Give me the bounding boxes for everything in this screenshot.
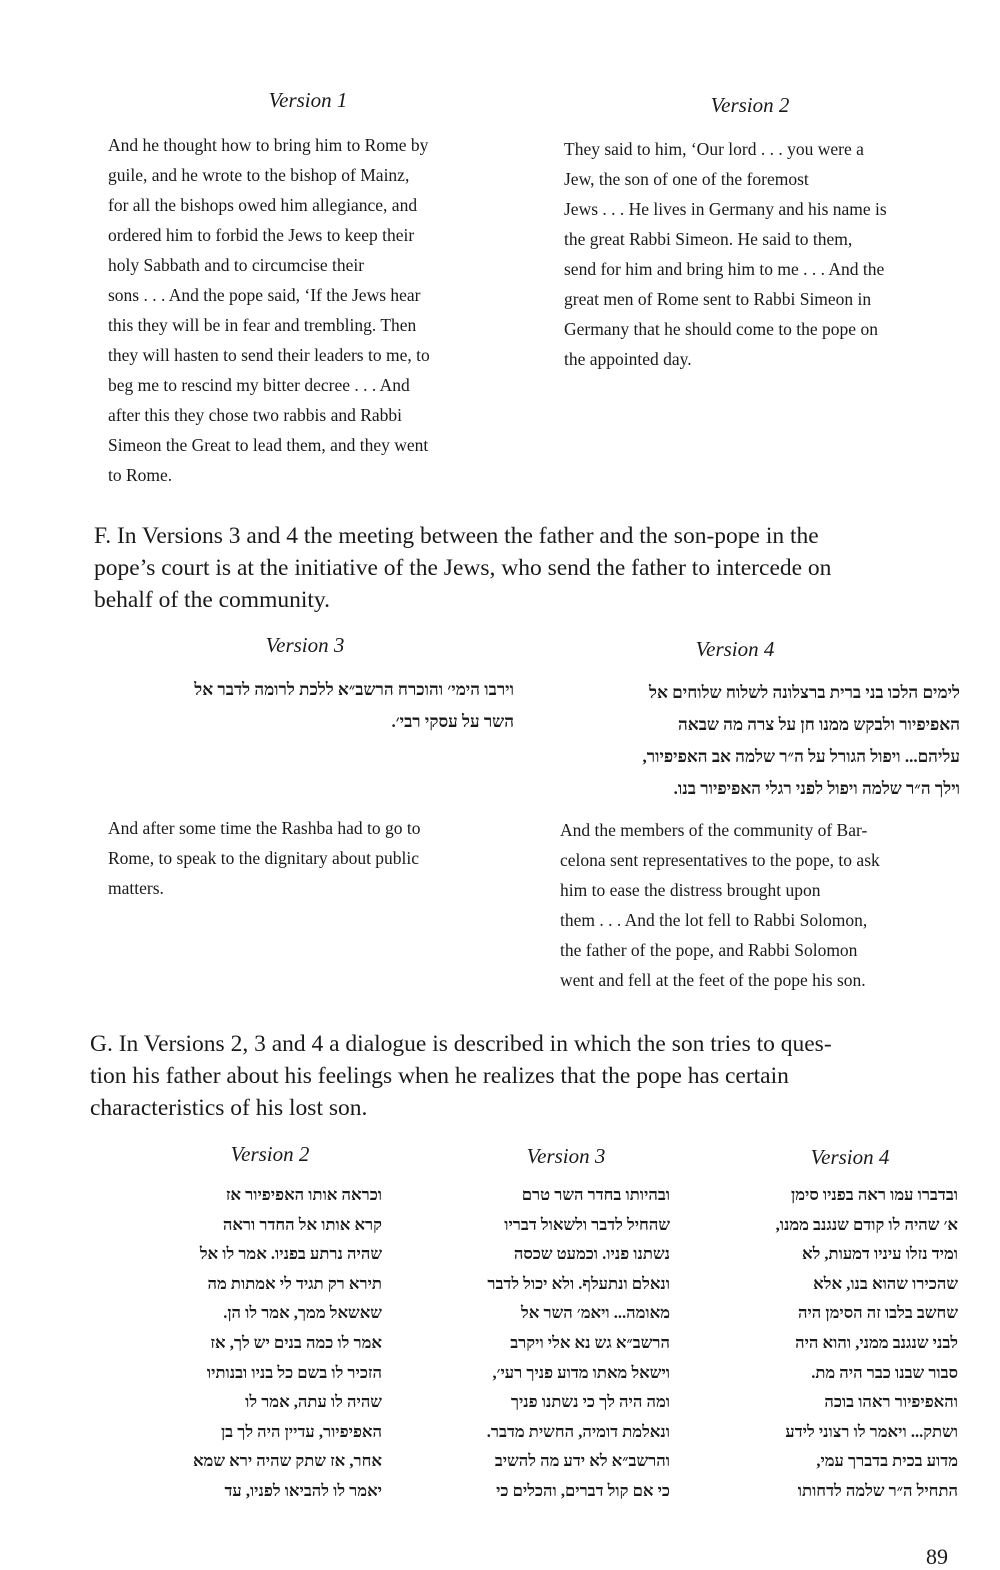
text-line: for all the bishops owed him allegiance, and: [108, 195, 418, 215]
g-version-2-title: Version 2: [230, 1142, 310, 1166]
hebrew-line: ובהיותו בחדר השר טרם: [521, 1185, 670, 1204]
g-version-4-title: Version 4: [810, 1145, 890, 1169]
hebrew-line: וכראה אותו האפיפיור אז: [225, 1185, 382, 1204]
f-version-3-title: Version 3: [265, 633, 345, 657]
text-line: the great Rabbi Simeon. He said to them,: [564, 229, 853, 249]
text-line: the father of the pope, and Rabbi Solomon: [560, 940, 858, 960]
f-version-4-title: Version 4: [695, 637, 775, 661]
text-line: the appointed day.: [564, 349, 692, 369]
f-version-4-hebrew: [540, 677, 960, 805]
hebrew-line: שהיה לו עתה, אמר לו: [245, 1392, 382, 1412]
g-version-3-hebrew: [410, 1180, 670, 1506]
hebrew-line: השר על עסקי רבי׳.: [391, 712, 514, 731]
text-line: him to ease the distress brought upon: [560, 880, 821, 900]
text-line: Jews . . . He lives in Germany and his name is: [564, 199, 887, 219]
hebrew-line: אחר, אז שתק שהיה ירא שמא: [192, 1451, 382, 1471]
hebrew-line: מאומה... ויאמ׳ השר אל: [521, 1303, 670, 1323]
hebrew-line: ושתק... ויאמר לו רצוני לידע: [785, 1421, 958, 1441]
paragraph-line: F. In Versions 3 and 4 the meeting between the father and the son-pope in the: [94, 523, 819, 549]
hebrew-line: כי אם קול דברים, והכלים כי: [496, 1480, 670, 1500]
text-line: celona sent representatives to the pope, to ask: [560, 850, 880, 870]
hebrew-line: ובדברו עמו ראה בפניו סימן: [791, 1185, 958, 1204]
hebrew-line: וירבו הימי׳ והוכרח הרשב״א ללכת לרומה לדבר אל: [194, 680, 514, 699]
hebrew-line: ונאלם ונתעלף. ולא יכול לדבר: [487, 1273, 670, 1293]
section-f-paragraph: [94, 520, 974, 616]
text-line: send for him and bring him to me . . . And the: [564, 259, 885, 279]
hebrew-line: ונאלמת דומיה, החשית מדבר.: [486, 1421, 670, 1441]
text-line: matters.: [108, 878, 164, 898]
hebrew-line: מדוע בכית בדברך עמי,: [816, 1451, 958, 1471]
text-line: Jew, the son of one of the foremost: [564, 169, 809, 189]
text-line: went and fell at the feet of the pope his son.: [560, 970, 866, 990]
paragraph-line: characteristics of his lost son.: [90, 1095, 368, 1121]
text-line: sons . . . And the pope said, ‘If the Jews hear: [108, 285, 421, 305]
hebrew-line: שאשאל ממך, אמר לו הן.: [223, 1303, 382, 1323]
version-2-text: [564, 134, 984, 374]
version-2-title: Version 2: [710, 93, 790, 117]
page-number: 89: [926, 1544, 948, 1569]
hebrew-line: שהחיל לדבר ולשאול דבריו: [504, 1214, 670, 1234]
text-line: ordered him to forbid the Jews to keep their: [108, 225, 415, 245]
text-line: to Rome.: [108, 465, 173, 485]
paragraph-line: tion his father about his feelings when he realizes that the pope has certain: [90, 1063, 789, 1089]
text-line: holy Sabbath and to circumcise their: [108, 255, 365, 275]
hebrew-line: קרא אותו אל החדר וראה: [222, 1214, 382, 1234]
text-line: Germany that he should come to the pope on: [564, 319, 878, 339]
hebrew-line: והאפיפיור ראהו בוכה: [824, 1392, 958, 1412]
text-line: they will hasten to send their leaders to me, to: [108, 345, 430, 365]
hebrew-line: האפיפיור, עדיין היה לך בן: [220, 1421, 382, 1441]
text-line: Simeon the Great to lead them, and they went: [108, 435, 429, 455]
version-1-text: [108, 130, 528, 490]
paragraph-line: pope’s court is at the initiative of the Jews, who send the father to intercede on: [94, 555, 832, 581]
section-g-paragraph: [90, 1028, 970, 1124]
text-line: after this they chose two rabbis and Rabbi: [108, 405, 403, 425]
f-version-3-hebrew: [90, 674, 514, 738]
text-line: And the members of the community of Bar-: [560, 820, 868, 840]
version-1-title: Version 1: [268, 88, 348, 112]
text-line: them . . . And the lot fell to Rabbi Solomon,: [560, 910, 868, 930]
hebrew-line: התחיל ה״ר שלמה לדחותו: [797, 1480, 958, 1500]
paragraph-line: behalf of the community.: [94, 587, 331, 613]
hebrew-line: יאמר לו להביאו לפניו, עד: [224, 1480, 382, 1500]
hebrew-line: שחשב בלבו זה הסימן היה: [797, 1303, 958, 1323]
text-line: Rome, to speak to the dignitary about public: [108, 848, 420, 868]
hebrew-line: תירא רק תגיד לי אמתות מה: [207, 1273, 382, 1293]
g-version-2-hebrew: [120, 1180, 382, 1506]
hebrew-line: ומיד נזלו עיניו דמעות, לא: [801, 1244, 958, 1264]
f-version-3-english: [108, 813, 528, 903]
text-line: And he thought how to bring him to Rome by: [108, 135, 429, 155]
hebrew-line: א׳ שהיה לו קודם שנגנב ממנו,: [775, 1214, 958, 1234]
text-line: beg me to rescind my bitter decree . . . And: [108, 375, 410, 395]
text-line: And after some time the Rashba had to go to: [108, 818, 421, 838]
hebrew-line: הזכיר לו בשם כל בניו ובנותיו: [206, 1362, 382, 1382]
text-line: They said to him, ‘Our lord . . . you were a: [564, 139, 864, 159]
hebrew-line: וישאל מאתו מדוע פניך רעי׳,: [492, 1362, 670, 1382]
hebrew-line: שהכירו שהוא בנו, אלא: [813, 1273, 958, 1293]
hebrew-line: אמר לו כמה בנים יש לך, אז: [210, 1332, 382, 1352]
hebrew-line: הרשב״א גש נא אלי ויקרב: [510, 1332, 670, 1352]
hebrew-line: סבור שבנו כבר היה מת.: [811, 1362, 958, 1382]
hebrew-line: ומה היה לך כי נשתנו פניך: [510, 1392, 670, 1412]
hebrew-line: נשתנו פניו. וכמעט שכסה: [513, 1244, 670, 1264]
text-line: guile, and he wrote to the bishop of Mainz,: [108, 165, 410, 185]
f-version-4-english: [560, 815, 980, 995]
g-version-3-title: Version 3: [526, 1144, 606, 1168]
hebrew-line: לימים הלכו בני ברית ברצלונה לשלוח שלוחים אל: [649, 683, 960, 702]
text-line: great men of Rome sent to Rabbi Simeon in: [564, 289, 872, 309]
paragraph-line: G. In Versions 2, 3 and 4 a dialogue is described in which the son tries to ques-: [90, 1031, 832, 1057]
hebrew-line: שהיה נרתע בפניו. אמר לו אל: [199, 1244, 382, 1264]
g-version-4-hebrew: [700, 1180, 958, 1506]
hebrew-line: האפיפיור ולבקש ממנו חן על צרה מה שבאה: [678, 715, 960, 734]
hebrew-line: והרשב״א לא ידע מה להשיב: [494, 1451, 670, 1471]
hebrew-line: וילך ה״ר שלמה ויפול לפני רגלי האפיפיור בנו.: [673, 779, 960, 798]
text-line: this they will be in fear and trembling. Then: [108, 315, 417, 335]
hebrew-line: עליהם... ויפול הגורל על ה״ר שלמה אב האפיפיור,: [642, 747, 960, 766]
hebrew-line: לבני שנגנב ממני, והוא היה: [795, 1332, 958, 1352]
